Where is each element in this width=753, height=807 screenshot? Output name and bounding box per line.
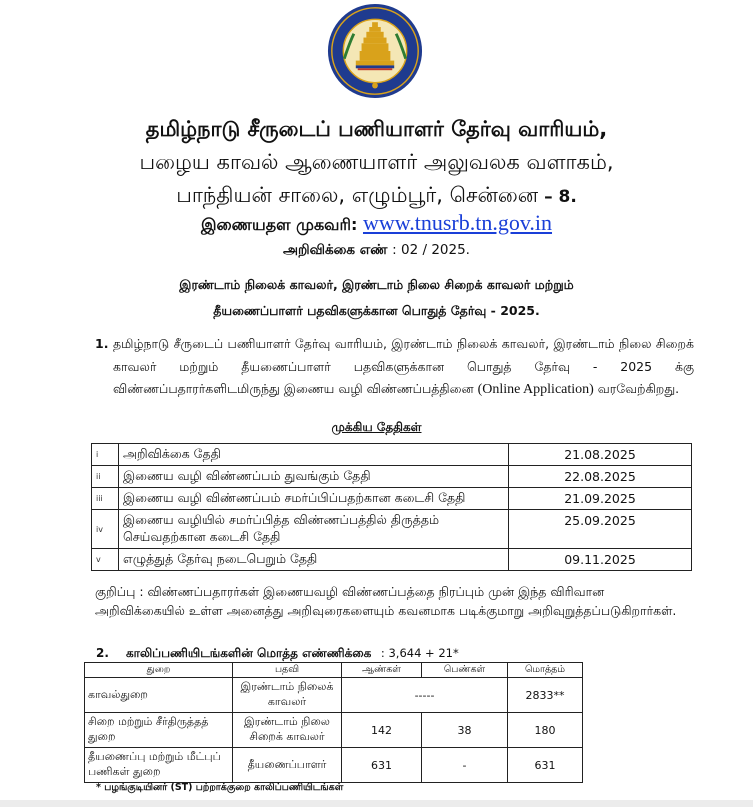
- table-row: [92, 488, 692, 510]
- men-cell: 142: [342, 713, 422, 748]
- vacancies-table: [84, 662, 583, 783]
- important-dates-table: [91, 443, 692, 571]
- board-name-heading: தமிழ்நாடு சீருடைப் பணியாளர் தேர்வு வாரியம்,: [145, 117, 608, 141]
- column-header: மொத்தம்: [508, 663, 583, 678]
- column-header: ஆண்கள்: [342, 663, 422, 678]
- website-label: இணையதள முகவரி:: [200, 215, 363, 234]
- date-description: இணைய வழி விண்ணப்பம் துவங்கும் தேதி: [119, 466, 509, 488]
- post-cell: தீயணைப்பாளர்: [233, 748, 342, 783]
- city-address-line: [0, 183, 753, 210]
- row-number: i: [92, 444, 119, 466]
- men-women-merged-cell: -----: [342, 678, 508, 713]
- paragraph-text-end: வரவேற்கிறது.: [593, 381, 680, 396]
- women-cell: 38: [422, 713, 508, 748]
- row-number: v: [92, 549, 119, 571]
- row-number: iv: [92, 510, 119, 549]
- table-row: [85, 678, 583, 713]
- subject-line-1: இரண்டாம் நிலைக் காவலர், இரண்டாம் நிலை சிறைக் காவலர் மற்றும்: [179, 277, 574, 292]
- date-value: 09.11.2025: [509, 549, 692, 571]
- table-row: [85, 748, 583, 783]
- date-description: இணைய வழியில் சமர்ப்பித்த விண்ணப்பத்தில் திருத்தம் செய்வதற்கான கடைசி தேதி: [119, 510, 509, 549]
- table-row: [92, 466, 692, 488]
- paragraph-text: தமிழ்நாடு சீருடைப் பணியாளர் தேர்வு வாரியம், இரண்டாம் நிலைக் காவலர், இரண்டாம் நிலை சிறைக் காவலர் மற்றும் தீயணைப்பாளர் பதவிகளுக்கான பொதுத் தேர்வு - 2025 க்கு விண்ணப்பதாரர்களிடமிருந்து இணைய வழி விண்ணப்பத்தினை: [113, 336, 694, 396]
- column-header: துறை: [85, 663, 233, 678]
- date-description: இணைய வழி விண்ணப்பம் சமர்ப்பிப்பதற்கான கடைசி தேதி: [119, 488, 509, 510]
- date-value: 21.08.2025: [509, 444, 692, 466]
- notice-number: [0, 242, 753, 260]
- date-value: 25.09.2025: [509, 510, 692, 549]
- paragraph-latin-text: (Online Application): [477, 382, 594, 397]
- total-cell: 2833**: [508, 678, 583, 713]
- column-header: பெண்கள்: [422, 663, 508, 678]
- subject-line-2: தீயணைப்பாளர் பதவிகளுக்கான பொதுத் தேர்வு - 2025.: [213, 303, 540, 318]
- date-value: 21.09.2025: [509, 488, 692, 510]
- pincode: – 8.: [538, 187, 577, 207]
- table-row: [92, 549, 692, 571]
- paragraph-number: 1.: [95, 336, 109, 351]
- dept-cell: காவல்துறை: [85, 678, 233, 713]
- table-row: [85, 713, 583, 748]
- total-cell: 180: [508, 713, 583, 748]
- women-cell: -: [422, 748, 508, 783]
- website-line: [0, 210, 753, 236]
- men-cell: 631: [342, 748, 422, 783]
- dept-cell: சிறை மற்றும் சீர்திருத்தத் துறை: [85, 713, 233, 748]
- footnote: * பழங்குடியினர் (ST) பற்றாக்குறை காலிப்பணியிடங்கள்: [96, 782, 344, 793]
- row-number: ii: [92, 466, 119, 488]
- notice-value: : 02 / 2025.: [392, 242, 470, 258]
- paragraph-1: [95, 333, 694, 402]
- date-description: அறிவிக்கை தேதி: [119, 444, 509, 466]
- section-title: காலிப்பணியிடங்களின் மொத்த எண்ணிக்கை: [126, 646, 372, 660]
- vacancy-count: : 3,644 + 21*: [377, 646, 459, 660]
- section-2-heading: [96, 646, 459, 662]
- office-address-line: பழைய காவல் ஆணையாளர் அலுவலக வளாகம்,: [139, 150, 614, 174]
- note-paragraph: குறிப்பு : விண்ணப்பதாரர்கள் இணையவழி விண்ணப்பத்தை நிரப்பும் முன் இந்த விரிவான அறிவிக்கையில் உள்ள அனைத்து அறிவுரைகளையும் கவனமாக படிக்குமாறு அறிவுறுத்தப்படுகிறார்கள்.: [95, 584, 677, 618]
- post-cell: இரண்டாம் நிலைக் காவலர்: [233, 678, 342, 713]
- post-cell: இரண்டாம் நிலை சிறைக் காவலர்: [233, 713, 342, 748]
- row-number: iii: [92, 488, 119, 510]
- page-bottom-edge: [0, 800, 753, 807]
- website-link[interactable]: www.tnusrb.tn.gov.in: [362, 210, 553, 235]
- street-city: பாந்தியன் சாலை, எழும்பூர், சென்னை: [176, 183, 539, 207]
- dept-cell: தீயணைப்பு மற்றும் மீட்புப் பணிகள் துறை: [85, 748, 233, 783]
- tnusrb-emblem-logo: [327, 3, 423, 99]
- table-row: [92, 510, 692, 549]
- table-row: [92, 444, 692, 466]
- date-description: எழுத்துத் தேர்வு நடைபெறும் தேதி: [119, 549, 509, 571]
- column-header: பதவி: [233, 663, 342, 678]
- notice-label: அறிவிக்கை எண்: [283, 242, 393, 258]
- total-cell: 631: [508, 748, 583, 783]
- date-value: 22.08.2025: [509, 466, 692, 488]
- section-number: 2.: [96, 646, 109, 660]
- important-dates-title: முக்கிய தேதிகள்: [331, 420, 422, 434]
- table-header-row: [85, 663, 583, 678]
